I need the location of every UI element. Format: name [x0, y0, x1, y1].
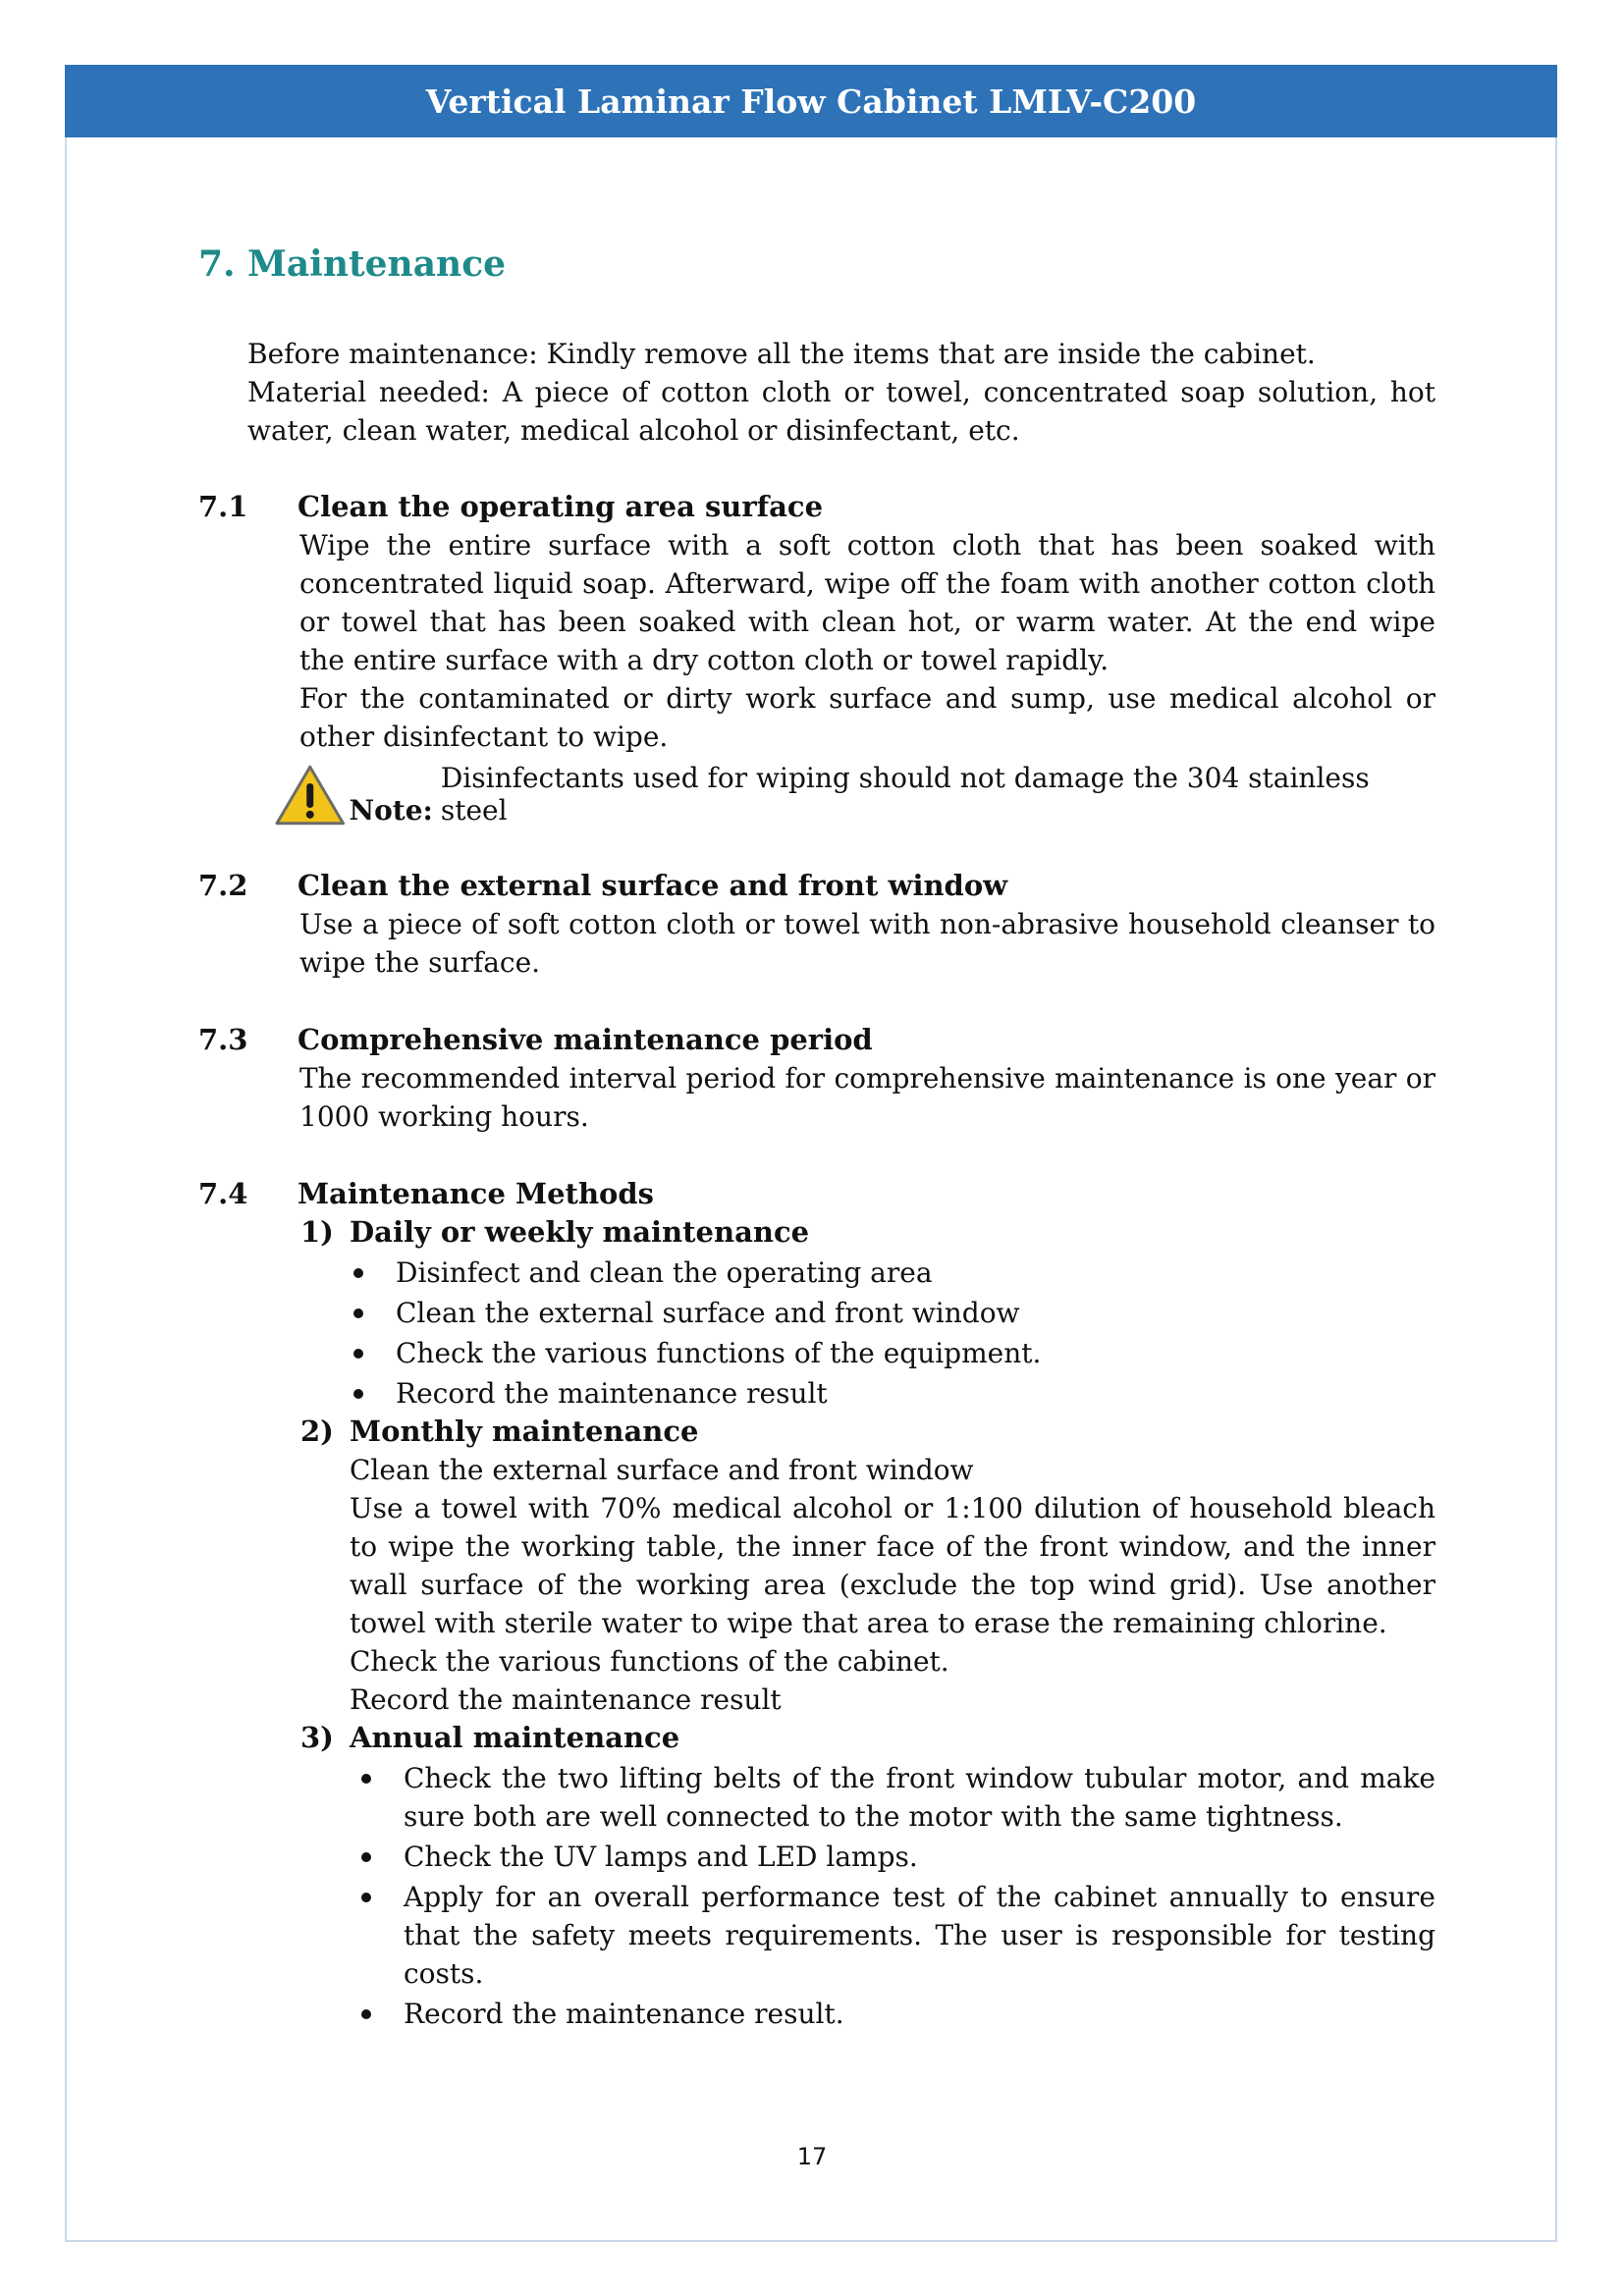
paragraph: The recommended interval period for comprehensive maintenance is one year or 1000 working hours.	[299, 1062, 1435, 1133]
list-item-text: Record the maintenance result.	[404, 1998, 844, 2030]
intro-line: Before maintenance: Kindly remove all the items that are inside the cabinet.	[247, 338, 1316, 370]
bullet-icon	[361, 1852, 371, 1862]
annual-bullet-list	[404, 1759, 1435, 2035]
method-title: Monthly maintenance	[350, 1415, 699, 1448]
list-item-text: Check the UV lamps and LED lamps.	[404, 1841, 918, 1873]
list-item-text: Check the various functions of the equipment.	[396, 1337, 1042, 1369]
subsection-title: Clean the operating area surface	[298, 490, 824, 523]
list-item	[396, 1294, 1435, 1332]
paragraph: For the contaminated or dirty work surface and sump, use medical alcohol or other disinfectant to wipe.	[299, 682, 1435, 753]
page-number: 17	[796, 2143, 828, 2170]
paragraph: Use a towel with 70% medical alcohol or 1:100 dilution of household bleach to wipe the working table, the inner face of the front window, and the inner wall surface of the working area (exclude the top wind grid). Use another towel with sterile water to wipe that area to erase the remaining chlorine.	[350, 1492, 1435, 1639]
list-item-text: Apply for an overall performance test of the cabinet annually to ensure that the safety meets requirements. The user is responsible for testing costs.	[404, 1881, 1435, 1990]
bullet-icon	[361, 1893, 371, 1902]
list-item	[396, 1334, 1435, 1372]
monthly-body	[350, 1451, 1435, 1719]
method-title: Annual maintenance	[350, 1721, 680, 1754]
list-item	[396, 1254, 1435, 1292]
daily-bullet-list	[396, 1254, 1435, 1415]
subsection-body-7-3	[299, 1059, 1435, 1136]
list-item	[396, 1374, 1435, 1413]
list-item-text: Check the two lifting belts of the front window tubular motor, and make sure both are well connected to the motor with the same tightness.	[404, 1762, 1435, 1833]
paragraph: Wipe the entire surface with a soft cotton cloth that has been soaked with concentrated liquid soap. Afterward, wipe off the foam with another cotton cloth or towel that has been soaked with clean hot, or warm water. At the end wipe the entire surface with a dry cotton cloth or towel rapidly.	[299, 529, 1435, 676]
bullet-icon	[353, 1308, 363, 1318]
bullet-icon	[361, 1774, 371, 1784]
subsection-heading-7-4	[198, 1175, 654, 1213]
subsection-number: 7.1	[198, 490, 248, 523]
document-title: Vertical Laminar Flow Cabinet LMLV-C200	[425, 81, 1197, 121]
method-title: Daily or weekly maintenance	[350, 1215, 810, 1249]
paragraph: Check the various functions of the cabinet.	[350, 1645, 949, 1678]
method-number: 2)	[300, 1415, 334, 1448]
section-title	[198, 243, 506, 285]
subsection-heading-7-3	[198, 1021, 873, 1059]
bullet-icon	[353, 1349, 363, 1359]
list-item	[404, 1759, 1435, 1836]
method-number: 1)	[300, 1215, 334, 1249]
subsection-body-7-1	[299, 526, 1435, 756]
list-item-text: Clean the external surface and front window	[396, 1297, 1020, 1329]
section-title-text: Maintenance	[247, 243, 507, 285]
subsection-number: 7.4	[198, 1177, 248, 1210]
list-item-text: Disinfect and clean the operating area	[396, 1256, 933, 1289]
note-label: Note:	[349, 794, 433, 827]
warning-triangle-icon	[275, 764, 345, 827]
list-item	[404, 1995, 1435, 2033]
list-item-text: Record the maintenance result	[396, 1377, 828, 1410]
subsection-title: Comprehensive maintenance period	[298, 1023, 873, 1056]
method-number: 3)	[300, 1721, 334, 1754]
method-heading-daily	[300, 1213, 809, 1252]
note-text: Disinfectants used for wiping should not damage the 304 stainless steel	[440, 762, 1370, 827]
bullet-icon	[361, 2009, 371, 2019]
paragraph: Record the maintenance result	[350, 1683, 782, 1716]
intro-paragraph	[247, 335, 1435, 450]
method-heading-annual	[300, 1719, 679, 1757]
document-header	[65, 65, 1557, 137]
subsection-heading-7-2	[198, 867, 1007, 905]
subsection-title: Maintenance Methods	[298, 1177, 654, 1210]
subsection-body-7-2	[299, 905, 1435, 982]
list-item	[404, 1838, 1435, 1876]
list-item	[404, 1878, 1435, 1993]
method-heading-monthly	[300, 1413, 698, 1451]
subsection-title: Clean the external surface and front window	[298, 869, 1008, 902]
subsection-number: 7.2	[198, 869, 248, 902]
paragraph: Use a piece of soft cotton cloth or towel with non-abrasive household cleanser to wipe the surface.	[299, 908, 1435, 979]
paragraph: Clean the external surface and front window	[350, 1454, 974, 1486]
warning-note	[275, 758, 1437, 827]
bullet-icon	[353, 1389, 363, 1399]
bullet-icon	[353, 1268, 363, 1278]
subsection-heading-7-1	[198, 488, 823, 526]
intro-line: Material needed: A piece of cotton cloth or towel, concentrated soap solution, hot water, clean water, medical alcohol or disinfectant, etc.	[247, 376, 1435, 447]
subsection-number: 7.3	[198, 1023, 248, 1056]
section-number: 7.	[198, 243, 236, 285]
